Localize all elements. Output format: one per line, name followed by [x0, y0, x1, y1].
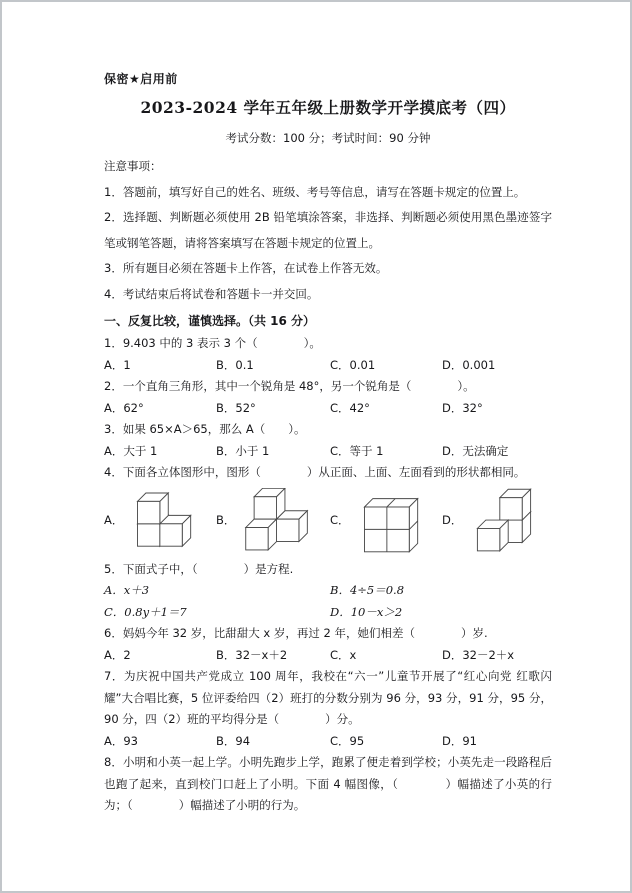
notice-title: 注意事项：	[104, 159, 162, 173]
question-4-figures	[104, 488, 552, 554]
question-8-text: 8．小明和小英一起上学。小明先跑步上学，跑累了便走着到学校；小英先走一段路程后也跑了起来，直到校门口赶上了小明。下面 4 幅图像，（ ）幅描述了小英的行为；（ ）幅描述了小明的行为。	[104, 755, 552, 812]
option-c: C．0.01	[330, 357, 376, 372]
option-c: C．x	[330, 647, 357, 662]
option-c: C．0.8y＋1＝7	[104, 604, 187, 619]
question-1-options	[104, 355, 552, 377]
cube-figure-d-image	[469, 488, 539, 554]
option-d: D．32－2＋x	[442, 647, 515, 662]
cube-figure-b-image	[242, 488, 312, 554]
question-5-text: 5．下面式子中，（ ）是方程.	[104, 561, 294, 576]
question-4-text: 4．下面各立体图形中，图形（ ）从正面、上面、左面看到的形状都相同。	[104, 465, 526, 479]
figure-label-a: A．	[104, 512, 124, 527]
cube-figure-a-image	[130, 488, 200, 554]
question-3-options	[104, 441, 552, 463]
question-2	[104, 376, 552, 419]
question-5-options	[104, 580, 552, 623]
option-a: A．x＋3	[104, 583, 150, 597]
question-1-text: 1．9.403 中的 3 表示 3 个（ ）。	[104, 336, 321, 350]
figure-option-b	[216, 488, 330, 554]
question-3-text: 3．如果 65×A＞65，那么 A（ ）。	[104, 422, 306, 436]
option-d: D．无法确定	[442, 443, 509, 458]
page-content	[2, 2, 630, 817]
option-b: B．94	[216, 733, 251, 748]
notice-section	[104, 154, 552, 307]
notice-item-4: 4．考试结束后将试卷和答题卡一并交回。	[104, 286, 319, 301]
question-2-options	[104, 398, 552, 420]
question-6-text: 6．妈妈今年 32 岁，比甜甜大 x 岁，再过 2 年，她们相差（ ）岁.	[104, 626, 488, 640]
question-8	[104, 752, 552, 817]
notice-item-3: 3．所有题目必须在答题卡上作答，在试卷上作答无效。	[104, 261, 388, 275]
question-6	[104, 623, 552, 666]
option-a: A．62°	[104, 400, 144, 415]
option-d: D．91	[442, 733, 477, 748]
figure-label-c: C．	[330, 512, 350, 527]
option-a: A．1	[104, 357, 131, 372]
section-1-title: 一、反复比较，谨慎选择。（共 16 分）	[104, 314, 316, 328]
option-c: C．42°	[330, 400, 370, 415]
question-2-text: 2．一个直角三角形，其中一个锐角是 48°，另一个锐角是（ ）。	[104, 379, 475, 393]
option-d: D．32°	[442, 400, 483, 415]
confidential-banner: 保密★启用前	[104, 72, 178, 86]
page-title: 2023-2024 学年五年级上册数学开学摸底考（四）	[140, 98, 516, 117]
figure-option-c	[330, 488, 442, 554]
figure-option-a	[104, 488, 216, 554]
option-a: A．2	[104, 647, 131, 662]
figure-label-d: D．	[442, 512, 463, 527]
option-b: B．52°	[216, 400, 256, 415]
option-b: B．0.1	[216, 357, 254, 372]
option-b: B．4÷5＝0.8	[330, 583, 405, 597]
question-6-options	[104, 645, 552, 667]
option-d: D．0.001	[442, 357, 496, 372]
exam-info-line: 考试分数：100 分；考试时间：90 分钟	[225, 131, 431, 145]
question-3	[104, 419, 552, 462]
cube-figure-c-image	[357, 488, 427, 554]
question-7-text: 7．为庆祝中国共产党成立 100 周年，我校在“六一”儿童节开展了“红心向党 红歌闪耀”大合唱比赛，5 位评委给四（2）班打的分数分别为 96 分，93 分，91 分，95 分，90 分，四（2）班的平均得分是（ ）分。	[104, 669, 552, 726]
question-7-options	[104, 731, 552, 753]
option-a: A．大于 1	[104, 443, 158, 458]
question-5	[104, 559, 552, 624]
option-c: C．等于 1	[330, 443, 384, 458]
notice-item-1: 1．答题前，填写好自己的姓名、班级、考号等信息，请写在答题卡规定的位置上。	[104, 184, 526, 199]
option-b: B．32－x＋2	[216, 647, 288, 662]
notice-item-2: 2．选择题、判断题必须使用 2B 铅笔填涂答案，非选择、判断题必须使用黑色墨迹签字笔或钢笔答题，请将答案填写在答题卡规定的位置上。	[104, 210, 552, 250]
option-a: A．93	[104, 733, 139, 748]
option-c: C．95	[330, 733, 365, 748]
question-7	[104, 666, 552, 752]
question-1	[104, 333, 552, 376]
option-b: B．小于 1	[216, 443, 270, 458]
figure-option-d	[442, 488, 552, 554]
figure-label-b: B．	[216, 512, 236, 527]
option-d: D．10－x＞2	[330, 604, 403, 619]
question-4	[104, 462, 552, 554]
